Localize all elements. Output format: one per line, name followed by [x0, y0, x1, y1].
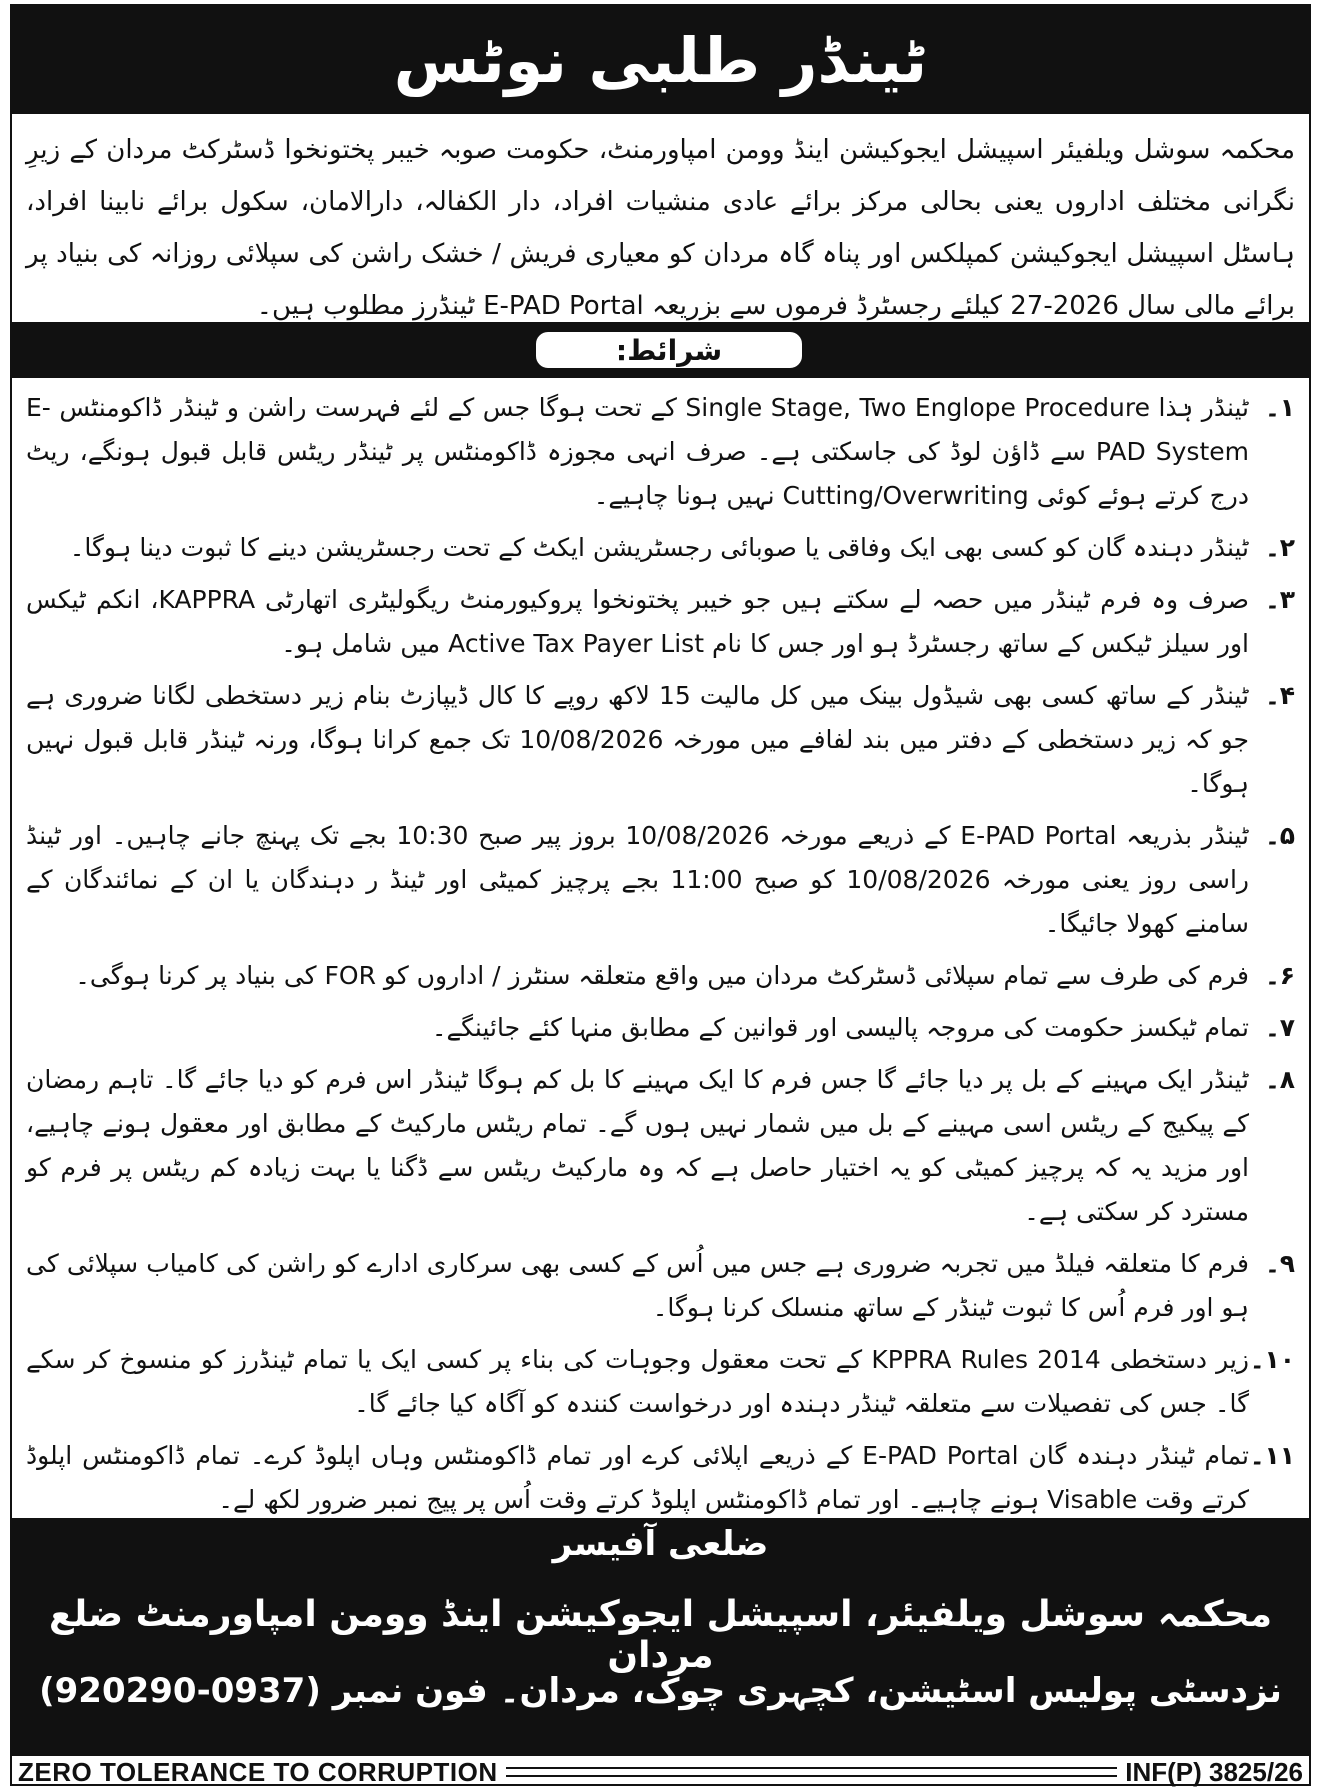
condition-text: فرم کا متعلقہ فیلڈ میں تجربہ ضروری ہے جس میں اُس کے کسی بھی سرکاری ادارے کو راشن کی کامیاب سپلائی کی ہو اور فرم اُس کا ثبوت ٹینڈر کے ساتھ منسلک کرنا ہوگا۔	[26, 1249, 1249, 1322]
condition-item	[26, 1006, 1295, 1050]
double-rule-divider	[506, 1767, 1118, 1777]
condition-item	[26, 526, 1295, 570]
officer-title: ضلعی آفیسر	[552, 1524, 769, 1564]
condition-text: تمام ٹیکسز حکومت کی مروجہ پالیسی اور قوانین کے مطابق منہا کئے جائینگے۔	[431, 1013, 1249, 1042]
bottom-strip	[12, 1758, 1309, 1786]
condition-text: صرف وہ فرم ٹینڈر میں حصہ لے سکتے ہیں جو خیبر پختونخوا پروکیورمنٹ ریگولیٹری اتھارٹی KAPPRA، انکم ٹیکس اور سیلز ٹیکس کے ساتھ رجسٹرڈ ہو اور جس کا نام Active Tax Payer List میں شامل ہو۔	[26, 585, 1249, 658]
conditions-heading-box	[534, 330, 804, 370]
condition-text: زیر دستخطی KPPRA Rules 2014 کے تحت معقول وجوہات کی بناء پر کسی ایک یا تمام ٹینڈرز کو منسوخ کر سکے گا۔ جس کی تفصیلات سے متعلقہ ٹینڈر دہندہ اور درخواست کنندہ کو آگاہ کیا جائے گا۔	[26, 1345, 1250, 1418]
inf-reference: INF(P) 3825/26	[1125, 1756, 1303, 1787]
condition-text: ٹینڈر کے ساتھ کسی بھی شیڈول بینک میں کل مالیت 15 لاکھ روپے کا کال ڈیپازٹ بنام زیر دستخطی لگانا ضروری ہے جو کہ زیر دستخطی کے دفتر میں بند لفافے میں مورخہ 10/08/2026 تک جمع کرانا ہوگا، ورنہ ٹینڈر قابل قبول نہیں ہوگا۔	[26, 681, 1249, 798]
condition-item	[26, 578, 1295, 666]
condition-number: ۲۔	[1265, 533, 1295, 562]
condition-item	[26, 1338, 1295, 1426]
condition-number: ۶۔	[1265, 961, 1295, 990]
condition-number: ۱۔	[1265, 393, 1295, 422]
conditions-list	[26, 386, 1295, 1530]
condition-text: فرم کی طرف سے تمام سپلائی ڈسٹرکٹ مردان میں واقع متعلقہ سنٹرز / اداروں کو FOR کی بنیاد پر کرنا ہوگی۔	[75, 961, 1249, 990]
department-name: محکمہ سوشل ویلفیئر، اسپیشل ایجوکیشن اینڈ وومن امپاورمنٹ ضلع مردان	[49, 1594, 1272, 1676]
condition-text: ٹینڈر ہٰذا Single Stage, Two Englope Procedure کے تحت ہوگا جس کے لئے فہرست راشن و ٹینڈر ڈاکومنٹس E-PAD System سے ڈاؤن لوڈ کی جاسکتی ہے۔ صرف انہی مجوزہ ڈاکومنٹس پر ٹینڈر ریٹس قابل قبول ہونگے، ریٹ درج کرتے ہوئے کوئی Cutting/Overwriting نہیں ہونا چاہیے۔	[26, 393, 1249, 510]
condition-item	[26, 1058, 1295, 1234]
condition-number: ۵۔	[1265, 821, 1295, 850]
signature-block	[12, 1518, 1309, 1756]
notice-title: ٹینڈر طلبی نوٹس	[393, 23, 928, 97]
condition-item	[26, 1242, 1295, 1330]
intro-paragraph: محکمہ سوشل ویلفیئر اسپیشل ایجوکیشن اینڈ وومن امپاورمنٹ، حکومت صوبہ خیبر پختونخوا ڈسٹرکٹ مردان کے زیرِ نگرانی مختلف اداروں یعنی بحالی مرکز برائے عادی منشیات افراد، دار الکفالہ، دارالامان، سکول برائے نابینا افراد، ہاسٹل اسپیشل ایجوکیشن کمپلکس اور پناہ گاہ مردان کو معیاری فریش / خشک راشن کی سپلائی روزانہ کی بنیاد پر برائے مالی سال 2026-27 کیلئے رجسٹرڈ فرموں سے بزریعہ E-PAD Portal ٹینڈرز مطلوب ہیں۔	[26, 135, 1295, 321]
condition-item	[26, 674, 1295, 806]
office-address: نزدسٹی پولیس اسٹیشن، کچہری چوک، مردان۔ فون نمبر (0937-920290)	[39, 1671, 1282, 1711]
condition-item	[26, 386, 1295, 518]
condition-number: ۸۔	[1265, 1065, 1295, 1094]
condition-number: ۳۔	[1265, 585, 1295, 614]
notice-frame	[10, 4, 1311, 1786]
conditions-heading: شرائط:	[615, 333, 723, 367]
condition-number: ۷۔	[1265, 1013, 1295, 1042]
condition-item	[26, 954, 1295, 998]
condition-item	[26, 1434, 1295, 1522]
condition-number: ۱۰۔	[1249, 1345, 1295, 1374]
condition-text: ٹینڈر ایک مہینے کے بل پر دیا جائے گا جس فرم کا ایک مہینے کا بل کم ہوگا ٹینڈر اس فرم کو دیا جائے گا۔ تاہم رمضان کے پیکیج کے ریٹس اسی مہینے کے بل میں شمار نہیں ہوں گے۔ تمام ریٹس مارکیٹ کے مطابق اور معقول ہونے چاہیے، اور مزید یہ کہ پرچیز کمیٹی کو یہ اختیار حاصل ہے کہ وہ مارکیٹ ریٹس سے ڈگنا یا بہت زیادہ کم ریٹس پر فرم کو مسترد کر سکتی ہے۔	[26, 1065, 1249, 1226]
condition-number: ۹۔	[1265, 1249, 1295, 1278]
anti-corruption-slogan: ZERO TOLERANCE TO CORRUPTION	[18, 1756, 498, 1787]
condition-number: ۴۔	[1265, 681, 1295, 710]
condition-text: ٹینڈر بذریعہ E-PAD Portal کے ذریعے مورخہ 10/08/2026 بروز پیر صبح 10:30 بجے تک پہنچ جانے چاہیں۔ اور ٹینڈ راسی روز یعنی مورخہ 10/08/2026 کو صبح 11:00 بجے پرچیز کمیٹی اور ٹینڈ ر دہندگان یا ان کے نمائندگان کے سامنے کھولا جائیگا۔	[26, 821, 1250, 938]
condition-number: ۱۱۔	[1249, 1441, 1295, 1470]
condition-item	[26, 814, 1295, 946]
condition-text: ٹینڈر دہندہ گان کو کسی بھی ایک وفاقی یا صوبائی رجسٹریشن ایکٹ کے تحت رجسٹریشن دینے کا ثبوت دینا ہوگا۔	[69, 533, 1249, 562]
title-banner	[12, 6, 1309, 114]
condition-text: تمام ٹینڈر دہندہ گان E-PAD Portal کے ذریعے اپلائی کرے اور تمام ڈاکومنٹس وہاں اپلوڈ کرے۔ تمام ڈاکومنٹس اپلوڈ کرتے وقت Visable ہونے چاہیے۔ اور تمام ڈاکومنٹس اپلوڈ کرتے وقت اُس پر پیج نمبر ضرور لکھ لے۔	[26, 1441, 1250, 1514]
